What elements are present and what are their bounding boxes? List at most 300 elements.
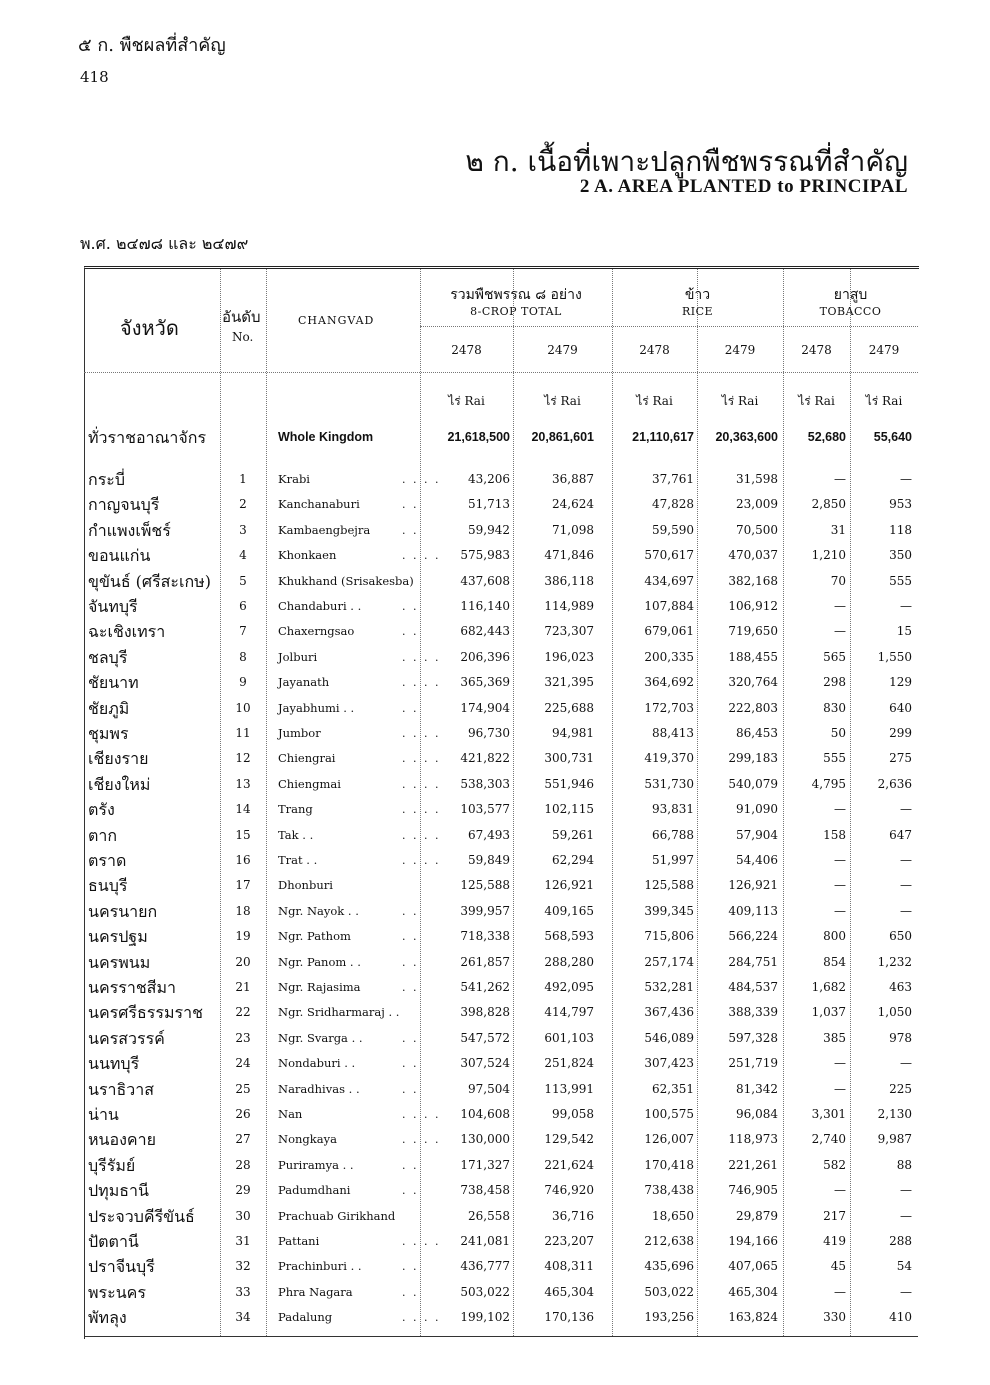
province-name-thai: พระนคร [88,1282,146,1302]
changvad-name: Nondaburi . . [278,1056,356,1071]
cell-value: 37,761 [652,472,694,486]
table-row [84,1051,918,1076]
changvad-name: Prachinburi . . [278,1259,362,1274]
province-name-thai: ขุขันธ์ (ศรีสะเกษ) [88,571,211,591]
cell-value: 59,849 [468,853,510,867]
table-row [84,1280,918,1305]
row-number: 14 [235,802,251,817]
cell-value: 307,524 [460,1056,510,1071]
cell-value: 9,987 [877,1132,912,1147]
leader-dots: . . [402,1031,419,1045]
group-header-rice: RICE [681,305,714,318]
table-row [84,746,918,771]
cell-value: 1,550 [877,649,912,664]
row-number: 23 [235,1030,251,1045]
cell-value: 62,351 [652,1081,694,1096]
cell-value: 437,608 [460,573,510,588]
row-number: 18 [235,903,251,918]
cell-value: 463 [889,980,912,994]
cell-value: 51,997 [652,853,694,867]
changvad-name: Jolburi [278,649,318,664]
province-name-thai: ฉะเชิงเทรา [88,622,166,642]
cell-value: 59,942 [468,522,510,537]
header-rule [84,372,918,373]
cell-value: 70,500 [736,522,778,537]
leader-dots: . . [402,625,419,639]
cell-value: 96,084 [736,1107,778,1121]
row-number: 10 [235,700,251,715]
table-row [84,492,918,517]
changvad-name: Naradhivas . . [278,1081,360,1096]
cell-value: 158 [823,827,846,842]
year-header: 2479 [724,343,756,357]
cell-value: 492,095 [544,980,594,994]
cell-value: 288,280 [544,954,594,969]
changvad-name: Krabi [278,472,310,486]
cell-value: 350 [889,548,912,563]
table-row [84,1204,918,1229]
leader-dots: . . [402,1057,419,1071]
cell-value: 471,846 [544,548,594,563]
changvad-name: Kambaengbejra [278,522,371,537]
table-row [84,848,918,873]
cell-value: 251,824 [544,1056,594,1071]
page-title-thai: ๒ ก. เนื้อที่เพาะปลูกพืชพรรณที่สำคัญ [465,145,908,178]
row-number: 24 [235,1056,251,1071]
total-row-label: Whole Kingdom [278,430,374,444]
cell-value: 125,588 [644,878,694,893]
province-name-thai: นครปฐม [88,927,148,947]
province-name-thai: ตาก [88,825,118,845]
cell-value: 470,037 [728,548,778,563]
leader-dots: . . . . [402,676,441,690]
total-row-thai: ทั่วราชอาณาจักร [88,428,207,447]
changvad-name: Padumdhani [278,1183,351,1198]
province-name-thai: เชียงใหม่ [88,774,151,794]
table-row [84,1229,918,1254]
cell-value: 129,542 [544,1132,594,1147]
cell-value: 650 [889,929,912,944]
province-name-thai: พัทลุง [88,1308,127,1328]
table-row [84,1077,918,1102]
cell-value: 18,650 [652,1208,694,1223]
cell-value: 130,000 [460,1132,510,1147]
cell-value: 435,696 [644,1259,694,1274]
cell-value: 385 [823,1030,846,1045]
cell-value: — [900,472,912,486]
total-row [84,425,918,450]
cell-value: 36,887 [552,472,594,486]
cell-value: 225 [889,1081,912,1096]
table-row [84,467,918,492]
leader-dots: . . [402,523,419,537]
table-row [84,619,918,644]
cell-value: 91,090 [736,802,778,817]
cell-value: 62,294 [552,853,594,867]
cell-value: 320,764 [728,675,778,690]
changvad-name: Jumbor [278,726,321,740]
unit-label: ไร่ Rai [636,394,673,408]
unit-label: ไร่ Rai [865,394,903,408]
province-name-thai: กาญจนบุรี [88,495,160,515]
leader-dots: . . [402,701,419,715]
row-number: 7 [239,624,247,639]
cell-value: 88,413 [652,726,694,740]
province-name-thai: ชลบุรี [88,647,128,667]
row-number: 26 [235,1107,251,1121]
row-number: 30 [235,1208,251,1223]
changvad-name: Trang [278,802,313,817]
cell-value: 47,828 [652,497,694,512]
row-number: 29 [235,1183,251,1198]
cell-value: 465,304 [728,1284,778,1299]
cell-value: 2,850 [811,497,846,512]
province-name-thai: ธนบุรี [88,876,128,896]
cell-value: 436,777 [460,1259,510,1274]
cell-value: — [834,1284,846,1299]
cell-value: 2,130 [877,1107,912,1121]
cell-value: 300,731 [544,751,594,766]
changvad-name: Ngr. Panom . . [278,954,361,969]
cell-value: 538,303 [460,776,510,791]
cell-value: 71,098 [552,522,594,537]
total-crop-2479: 20,861,601 [531,430,594,444]
cell-value: 26,558 [468,1208,510,1223]
cell-value: 484,537 [728,980,778,994]
province-name-thai: ขอนแก่น [88,546,151,566]
changvad-name: Jayanath [278,675,330,690]
changvad-name: Ngr. Sridharmaraj . . [278,1005,400,1020]
column-header-changvad: CHANGVAD [298,314,375,327]
changvad-name: Padalung [278,1310,333,1325]
cell-value: 59,261 [552,827,594,842]
year-header: 2478 [639,343,670,357]
year-header: 2479 [547,343,578,357]
cell-value: 299,183 [728,751,778,766]
cell-value: 978 [889,1030,912,1045]
cell-value: 102,115 [544,802,594,817]
changvad-name: Ngr. Nayok . . [278,903,359,918]
cell-value: 575,983 [460,548,510,563]
cell-value: 88 [896,1157,912,1172]
cell-value: 3,301 [811,1107,846,1121]
province-name-thai: กระบี่ [88,470,126,489]
province-name-thai: ตรัง [88,800,115,820]
changvad-name: Ngr. Pathom [278,929,351,944]
cell-value: 45 [830,1259,846,1274]
cell-value: 170,136 [544,1310,594,1325]
row-number: 5 [239,573,247,588]
changvad-name: Ngr. Svarga . . [278,1030,363,1045]
total-tobacco-2478: 52,680 [807,430,846,444]
table-row [84,518,918,543]
cell-value: 298 [823,675,846,690]
cell-value: 43,206 [468,472,510,486]
cell-value: 399,345 [644,903,694,918]
total-rice-2478: 21,110,617 [632,430,694,444]
column-header-province: จังหวัด [120,316,179,340]
cell-value: 50 [830,726,846,740]
leader-dots: . . . . [402,1108,441,1121]
cell-value: 408,311 [544,1259,594,1274]
cell-value: 171,327 [460,1157,510,1172]
province-name-thai: ตราด [88,851,127,870]
cell-value: — [834,1056,846,1071]
row-number: 34 [235,1310,251,1325]
total-rice-2479: 20,363,600 [715,430,778,444]
cell-value: 31 [830,522,846,537]
unit-label: ไร่ Rai [721,394,759,408]
province-name-thai: นราธิวาส [88,1079,155,1099]
row-number: 33 [235,1284,251,1299]
province-name-thai: กำแพงเพ็ชร์ [88,520,171,540]
cell-value: 107,884 [644,599,694,613]
cell-value: 531,730 [644,776,694,791]
cell-value: 23,009 [736,497,778,512]
year-header: 2478 [801,343,832,357]
cell-value: — [900,903,912,918]
header-rule [420,326,918,327]
cell-value: — [834,1183,846,1198]
cell-value: 96,730 [468,726,510,740]
cell-value: 284,751 [728,954,778,969]
cell-value: 746,905 [728,1183,778,1198]
cell-value: 682,443 [460,624,510,639]
cell-value: 113,991 [544,1081,594,1096]
cell-value: 719,650 [728,624,778,639]
changvad-name: Trat . . [278,853,318,867]
table-row [84,1153,918,1178]
cell-value: 723,307 [544,624,594,639]
cell-value: 54 [896,1259,912,1274]
cell-value: 225,688 [544,700,594,715]
cell-value: 206,396 [460,649,510,664]
leader-dots: . . [402,498,419,512]
cell-value: 67,493 [468,827,510,842]
table-bottom-rule [84,1336,918,1337]
row-number: 17 [235,878,251,893]
cell-value: 547,572 [460,1030,510,1045]
table-row [84,1305,918,1330]
leader-dots: . . . . [402,1133,441,1147]
cell-value: 465,304 [544,1284,594,1299]
cell-value: — [834,853,846,867]
changvad-name: Chiengmai [278,776,341,791]
cell-value: 99,058 [552,1107,594,1121]
cell-value: 565 [823,649,846,664]
changvad-name: Ngr. Rajasima [278,980,361,994]
province-name-thai: หนองคาย [88,1130,156,1150]
province-name-thai: จันทบุรี [88,597,138,616]
year-header: 2479 [868,343,900,357]
table-row [84,797,918,822]
province-name-thai: ปัตตานี [88,1232,139,1251]
cell-value: 199,102 [460,1310,510,1325]
province-name-thai: ชัยภูมิ [88,698,130,718]
cell-value: 597,328 [728,1030,778,1045]
leader-dots: . . [402,955,419,969]
cell-value: — [900,802,912,817]
cell-value: 647 [889,827,912,842]
year-header: 2478 [451,343,482,357]
cell-value: 241,081 [460,1234,510,1248]
cell-value: 601,103 [544,1030,594,1045]
page-number: 418 [80,68,109,86]
cell-value: 170,418 [644,1157,694,1172]
row-number: 20 [235,954,251,969]
unit-label: ไร่ Rai [798,394,835,408]
unit-label: ไร่ Rai [544,394,581,408]
cell-value: — [900,878,912,893]
cell-value: 854 [823,954,846,969]
cell-value: 568,593 [544,929,594,944]
cell-value: 212,638 [644,1234,694,1248]
changvad-name: Jayabhumi . . [278,700,355,715]
cell-value: 1,682 [811,980,846,994]
changvad-name: Puriramya . . [278,1157,354,1172]
table-row [84,823,918,848]
changvad-name: Khonkaen [278,548,337,563]
table-row [84,1127,918,1152]
table-row [84,924,918,949]
cell-value: 200,335 [644,649,694,664]
row-number: 8 [239,649,247,664]
total-crop-2478: 21,618,500 [447,430,510,444]
province-name-thai: ชัยนาท [88,673,139,693]
leader-dots: . . . . [402,549,441,563]
cell-value: 66,788 [652,827,694,842]
cell-value: 126,007 [644,1132,694,1147]
cell-value: — [900,1183,912,1198]
cell-value: 221,624 [544,1157,594,1172]
cell-value: 196,023 [544,649,594,664]
leader-dots: . . [402,930,419,944]
cell-value: 1,210 [811,548,846,563]
cell-value: 174,904 [460,700,510,715]
cell-value: 540,079 [728,776,778,791]
leader-dots: . . [402,981,419,994]
cell-value: 738,438 [644,1183,694,1198]
group-header-rice-thai: ข้าว [684,287,711,303]
cell-value: — [834,1081,846,1096]
changvad-name: Kanchanaburi [278,497,360,512]
column-header-no: No. [232,330,254,344]
leader-dots: . . . . [402,803,441,817]
cell-value: 546,089 [644,1030,694,1045]
cell-value: 407,065 [728,1259,778,1274]
cell-value: — [900,599,912,613]
cell-value: 257,174 [644,954,694,969]
changvad-name: Nan [278,1107,303,1121]
cell-value: 103,577 [460,802,510,817]
cell-value: 830 [823,700,846,715]
years-caption: พ.ศ. ๒๔๗๘ และ ๒๔๗๙ [80,234,249,253]
row-number: 15 [235,827,251,842]
changvad-name: Tak . . [278,827,314,842]
cell-value: 367,436 [644,1005,694,1020]
cell-value: 679,061 [644,624,694,639]
province-name-thai: เชียงราย [88,749,149,769]
cell-value: 398,828 [460,1005,510,1020]
table-row [84,645,918,670]
page-title-english: 2 A. AREA PLANTED to PRINCIPAL [579,176,908,197]
row-number: 3 [239,522,247,537]
province-name-thai: นครนายก [88,901,158,921]
leader-dots: . . . . [402,1311,441,1325]
cell-value: 129 [889,675,912,690]
cell-value: 2,740 [811,1132,846,1147]
cell-value: 409,113 [728,903,778,918]
group-header-tobacco: TOBACCO [819,305,882,318]
row-number: 25 [235,1081,251,1096]
cell-value: 330 [823,1310,846,1325]
cell-value: 566,224 [728,929,778,944]
cell-value: 261,857 [460,954,510,969]
cell-value: 551,946 [544,776,594,791]
cell-value: 399,957 [460,903,510,918]
cell-value: 24,624 [552,497,594,512]
province-name-thai: บุรีรัมย์ [88,1155,136,1175]
cell-value: 251,719 [728,1056,778,1071]
row-number: 1 [239,472,247,486]
cell-value: 94,981 [552,726,594,740]
changvad-name: Nongkaya [278,1132,337,1147]
cell-value: 503,022 [460,1284,510,1299]
cell-value: 299 [889,726,912,740]
cell-value: 163,824 [728,1310,778,1325]
leader-dots: . . . . [402,828,441,842]
leader-dots: . . [402,600,419,613]
cell-value: 307,423 [644,1056,694,1071]
leader-dots: . . [402,1260,419,1274]
leader-dots: . . [402,1158,419,1172]
group-header-total: 8-CROP TOTAL [470,305,562,318]
cell-value: 582 [823,1157,846,1172]
cell-value: 222,803 [728,700,778,715]
province-name-thai: ปทุมธานี [88,1181,149,1201]
table-row [84,1254,918,1279]
cell-value: 1,037 [811,1005,846,1020]
table-row [84,696,918,721]
table-row [84,1178,918,1203]
cell-value: 288 [889,1234,912,1248]
cell-value: 419 [823,1234,846,1248]
cell-value: — [900,853,912,867]
cell-value: 106,912 [728,599,778,613]
table-row [84,1102,918,1127]
cell-value: 193,256 [644,1310,694,1325]
table-row [84,670,918,695]
changvad-name: Phra Nagara [278,1284,353,1299]
unit-label: ไร่ Rai [448,394,485,408]
province-name-thai: นครศรีธรรมราช [88,1003,203,1023]
cell-value: 570,617 [644,548,694,563]
cell-value: 365,369 [460,675,510,690]
cell-value: 421,822 [460,751,510,766]
cell-value: 126,921 [728,878,778,893]
cell-value: 746,920 [544,1183,594,1198]
table-row [84,873,918,898]
cell-value: — [834,599,846,613]
cell-value: 126,921 [544,878,594,893]
cell-value: 93,831 [652,802,694,817]
cell-value: 321,395 [544,675,594,690]
changvad-name: Prachuab Girikhand [278,1208,396,1223]
row-number: 28 [235,1157,251,1172]
cell-value: 953 [889,497,912,512]
province-name-thai: นนทบุรี [88,1054,140,1074]
cell-value: 555 [889,573,912,588]
